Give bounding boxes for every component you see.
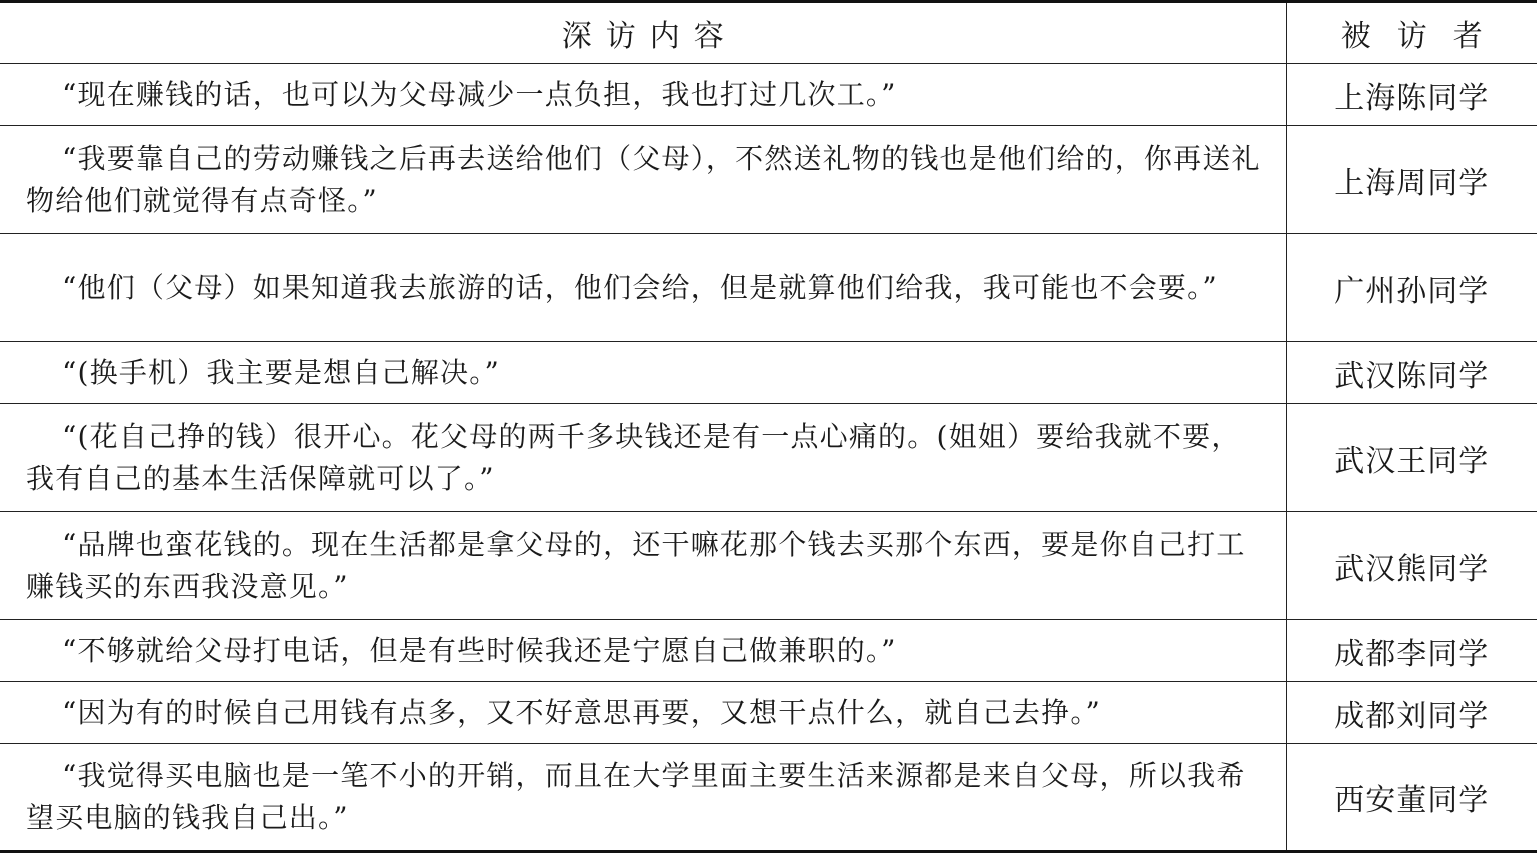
header-row — [0, 2, 1537, 64]
quote-cell: “我要靠自己的劳动赚钱之后再去送给他们（父母），不然送礼物的钱也是他们给的，你再送礼物给他们就觉得有点奇怪。” — [0, 126, 1286, 234]
quote-cell: “因为有的时候自己用钱有点多，又不好意思再要，又想干点什么，就自己去挣。” — [0, 682, 1286, 744]
table-row — [0, 620, 1537, 682]
table-row — [0, 682, 1537, 744]
header-content: 深访内容 — [0, 2, 1286, 64]
table-row — [0, 342, 1537, 404]
interviewee-cell: 上海陈同学 — [1286, 64, 1537, 126]
quote-cell: “(换手机）我主要是想自己解决。” — [0, 342, 1286, 404]
quote-cell: “(花自己挣的钱）很开心。花父母的两千多块钱还是有一点心痛的。(姐姐）要给我就不要，我有自己的基本生活保障就可以了。” — [0, 404, 1286, 512]
interviewee-cell: 武汉陈同学 — [1286, 342, 1537, 404]
interviewee-cell: 广州孙同学 — [1286, 234, 1537, 342]
table-body — [0, 64, 1537, 852]
table-row — [0, 744, 1537, 852]
header-interviewee: 被访者 — [1286, 2, 1537, 64]
interviewee-cell: 武汉王同学 — [1286, 404, 1537, 512]
table-row — [0, 512, 1537, 620]
table-header — [0, 2, 1537, 64]
quote-cell: “不够就给父母打电话，但是有些时候我还是宁愿自己做兼职的。” — [0, 620, 1286, 682]
interviewee-cell: 西安董同学 — [1286, 744, 1537, 852]
quote-cell: “现在赚钱的话，也可以为父母减少一点负担，我也打过几次工。” — [0, 64, 1286, 126]
interviewee-cell: 武汉熊同学 — [1286, 512, 1537, 620]
quote-cell: “我觉得买电脑也是一笔不小的开销，而且在大学里面主要生活来源都是来自父母，所以我希望买电脑的钱我自己出。” — [0, 744, 1286, 852]
quote-cell: “他们（父母）如果知道我去旅游的话，他们会给，但是就算他们给我，我可能也不会要。” — [0, 234, 1286, 342]
table-row — [0, 126, 1537, 234]
table-row — [0, 404, 1537, 512]
table-row — [0, 64, 1537, 126]
table-row — [0, 234, 1537, 342]
interviewee-cell: 成都刘同学 — [1286, 682, 1537, 744]
quote-cell: “品牌也蛮花钱的。现在生活都是拿父母的，还干嘛花那个钱去买那个东西，要是你自己打工赚钱买的东西我没意见。” — [0, 512, 1286, 620]
interviewee-cell: 上海周同学 — [1286, 126, 1537, 234]
interviewee-cell: 成都李同学 — [1286, 620, 1537, 682]
